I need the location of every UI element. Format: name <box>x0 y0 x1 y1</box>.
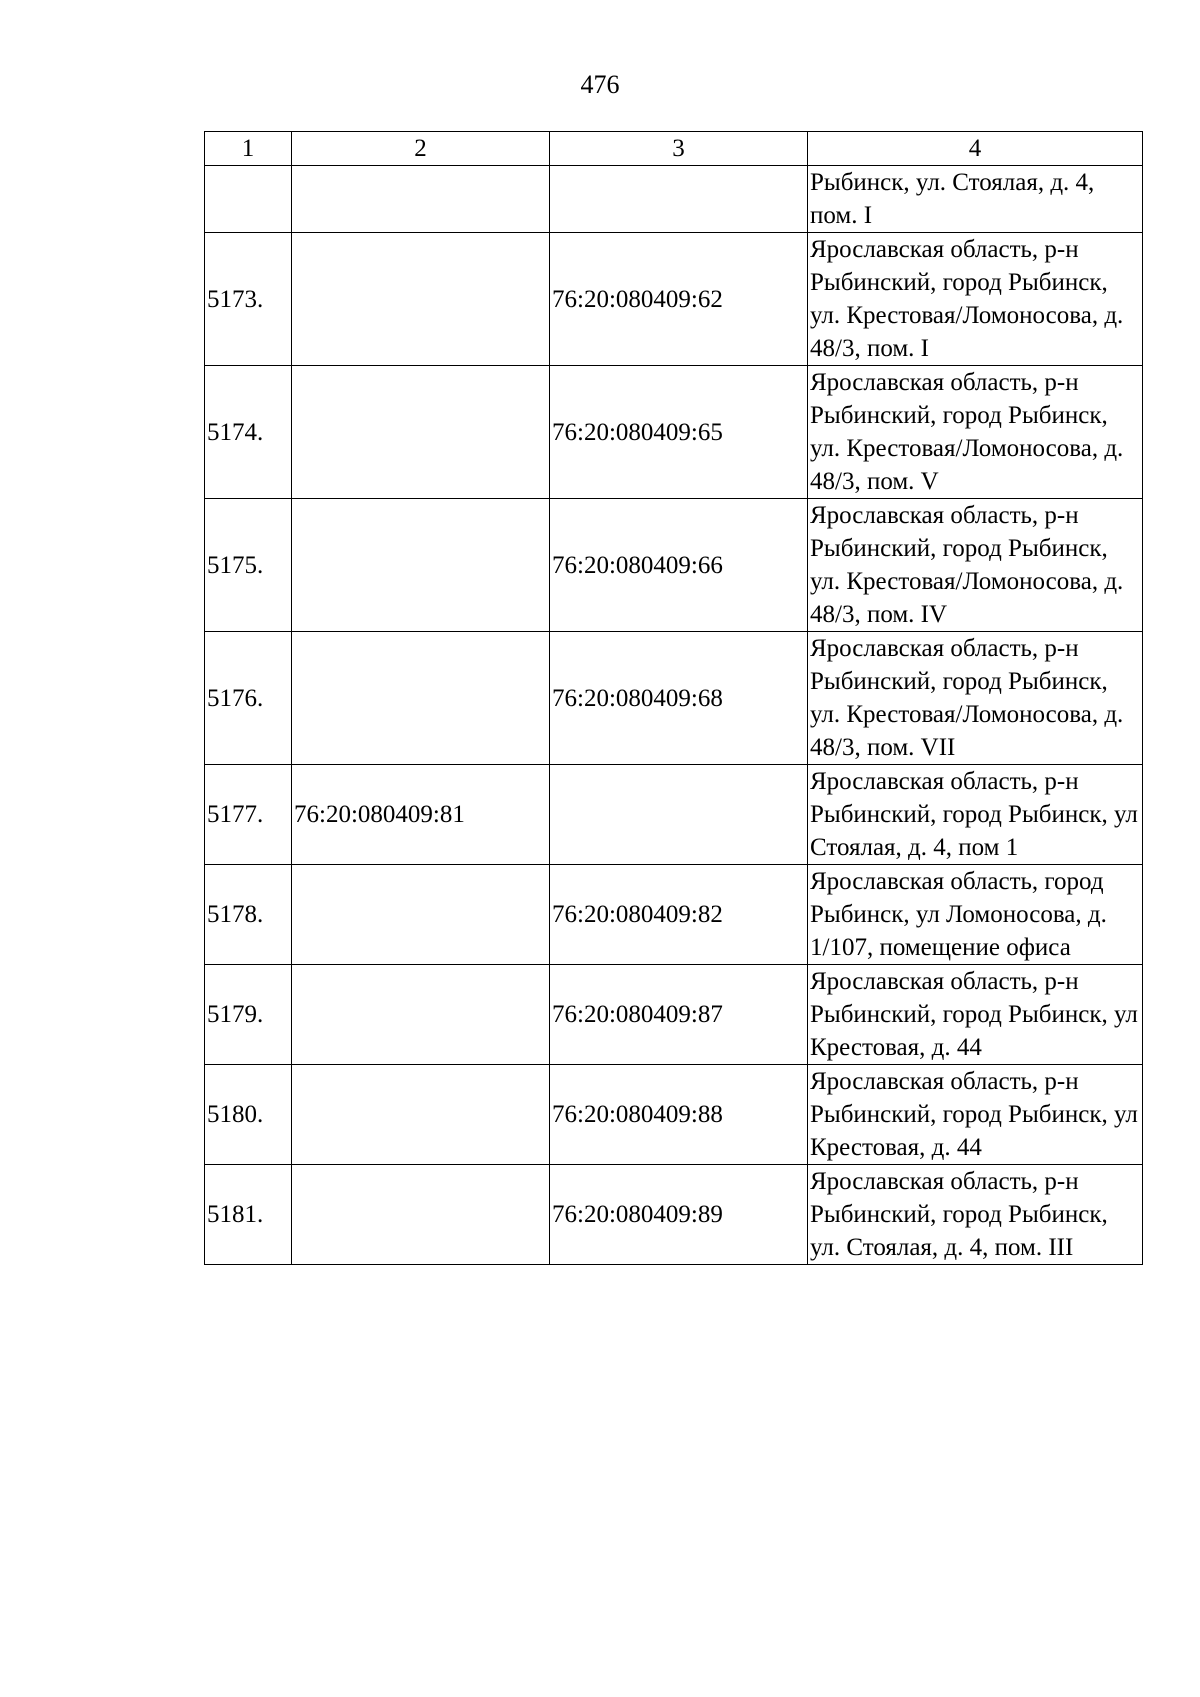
cadastral-number-col2: 76:20:080409:81 <box>292 765 550 865</box>
row-number: 5180. <box>205 1065 292 1165</box>
cadastral-number-col3: 76:20:080409:87 <box>550 965 808 1065</box>
table-row <box>205 965 1143 1065</box>
cadastral-number-col3 <box>550 166 808 233</box>
registry-table <box>204 131 1143 1265</box>
cadastral-number-col3: 76:20:080409:88 <box>550 1065 808 1165</box>
header-cell: 1 <box>205 132 292 166</box>
address: Ярославская область, р-н Рыбинский, город Рыбинск, ул. Крестовая/Ломоносова, д. 48/3, пом. IV <box>808 499 1143 632</box>
table-row <box>205 1065 1143 1165</box>
cadastral-number-col2 <box>292 233 550 366</box>
address: Рыбинск, ул. Стоялая, д. 4, пом. I <box>808 166 1143 233</box>
cadastral-number-col3: 76:20:080409:62 <box>550 233 808 366</box>
cadastral-number-col2 <box>292 499 550 632</box>
address: Ярославская область, р-н Рыбинский, город Рыбинск, ул. Стоялая, д. 4, пом. III <box>808 1165 1143 1265</box>
table-row <box>205 233 1143 366</box>
header-cell: 4 <box>808 132 1143 166</box>
address: Ярославская область, р-н Рыбинский, город Рыбинск, ул. Крестовая/Ломоносова, д. 48/3, пом. VII <box>808 632 1143 765</box>
cadastral-number-col3: 76:20:080409:66 <box>550 499 808 632</box>
header-row <box>205 132 1143 166</box>
header-cell: 3 <box>550 132 808 166</box>
table-row <box>205 366 1143 499</box>
cadastral-number-col3: 76:20:080409:89 <box>550 1165 808 1265</box>
row-number: 5178. <box>205 865 292 965</box>
cadastral-number-col2 <box>292 865 550 965</box>
address: Ярославская область, р-н Рыбинский, город Рыбинск, ул Стоялая, д. 4, пом 1 <box>808 765 1143 865</box>
row-number: 5179. <box>205 965 292 1065</box>
address: Ярославская область, р-н Рыбинский, город Рыбинск, ул Крестовая, д. 44 <box>808 1065 1143 1165</box>
address: Ярославская область, город Рыбинск, ул Ломоносова, д. 1/107, помещение офиса <box>808 865 1143 965</box>
address: Ярославская область, р-н Рыбинский, город Рыбинск, ул. Крестовая/Ломоносова, д. 48/3, пом. I <box>808 233 1143 366</box>
cadastral-number-col2 <box>292 1065 550 1165</box>
row-number: 5181. <box>205 1165 292 1265</box>
row-number: 5177. <box>205 765 292 865</box>
header-cell: 2 <box>292 132 550 166</box>
cadastral-number-col3: 76:20:080409:82 <box>550 865 808 965</box>
cadastral-number-col2 <box>292 366 550 499</box>
cadastral-number-col2 <box>292 632 550 765</box>
row-number: 5175. <box>205 499 292 632</box>
table-row <box>205 1165 1143 1265</box>
row-number: 5176. <box>205 632 292 765</box>
table-row <box>205 166 1143 233</box>
address: Ярославская область, р-н Рыбинский, город Рыбинск, ул. Крестовая/Ломоносова, д. 48/3, пом. V <box>808 366 1143 499</box>
table-row <box>205 865 1143 965</box>
table-row <box>205 499 1143 632</box>
cadastral-number-col3: 76:20:080409:65 <box>550 366 808 499</box>
page-number: 476 <box>580 70 620 99</box>
cadastral-number-col3: 76:20:080409:68 <box>550 632 808 765</box>
cadastral-number-col2 <box>292 965 550 1065</box>
row-number: 5174. <box>205 366 292 499</box>
table-row <box>205 632 1143 765</box>
row-number: 5173. <box>205 233 292 366</box>
cadastral-number-col2 <box>292 1165 550 1265</box>
table-row <box>205 765 1143 865</box>
row-number <box>205 166 292 233</box>
cadastral-number-col3 <box>550 765 808 865</box>
address: Ярославская область, р-н Рыбинский, город Рыбинск, ул Крестовая, д. 44 <box>808 965 1143 1065</box>
cadastral-number-col2 <box>292 166 550 233</box>
